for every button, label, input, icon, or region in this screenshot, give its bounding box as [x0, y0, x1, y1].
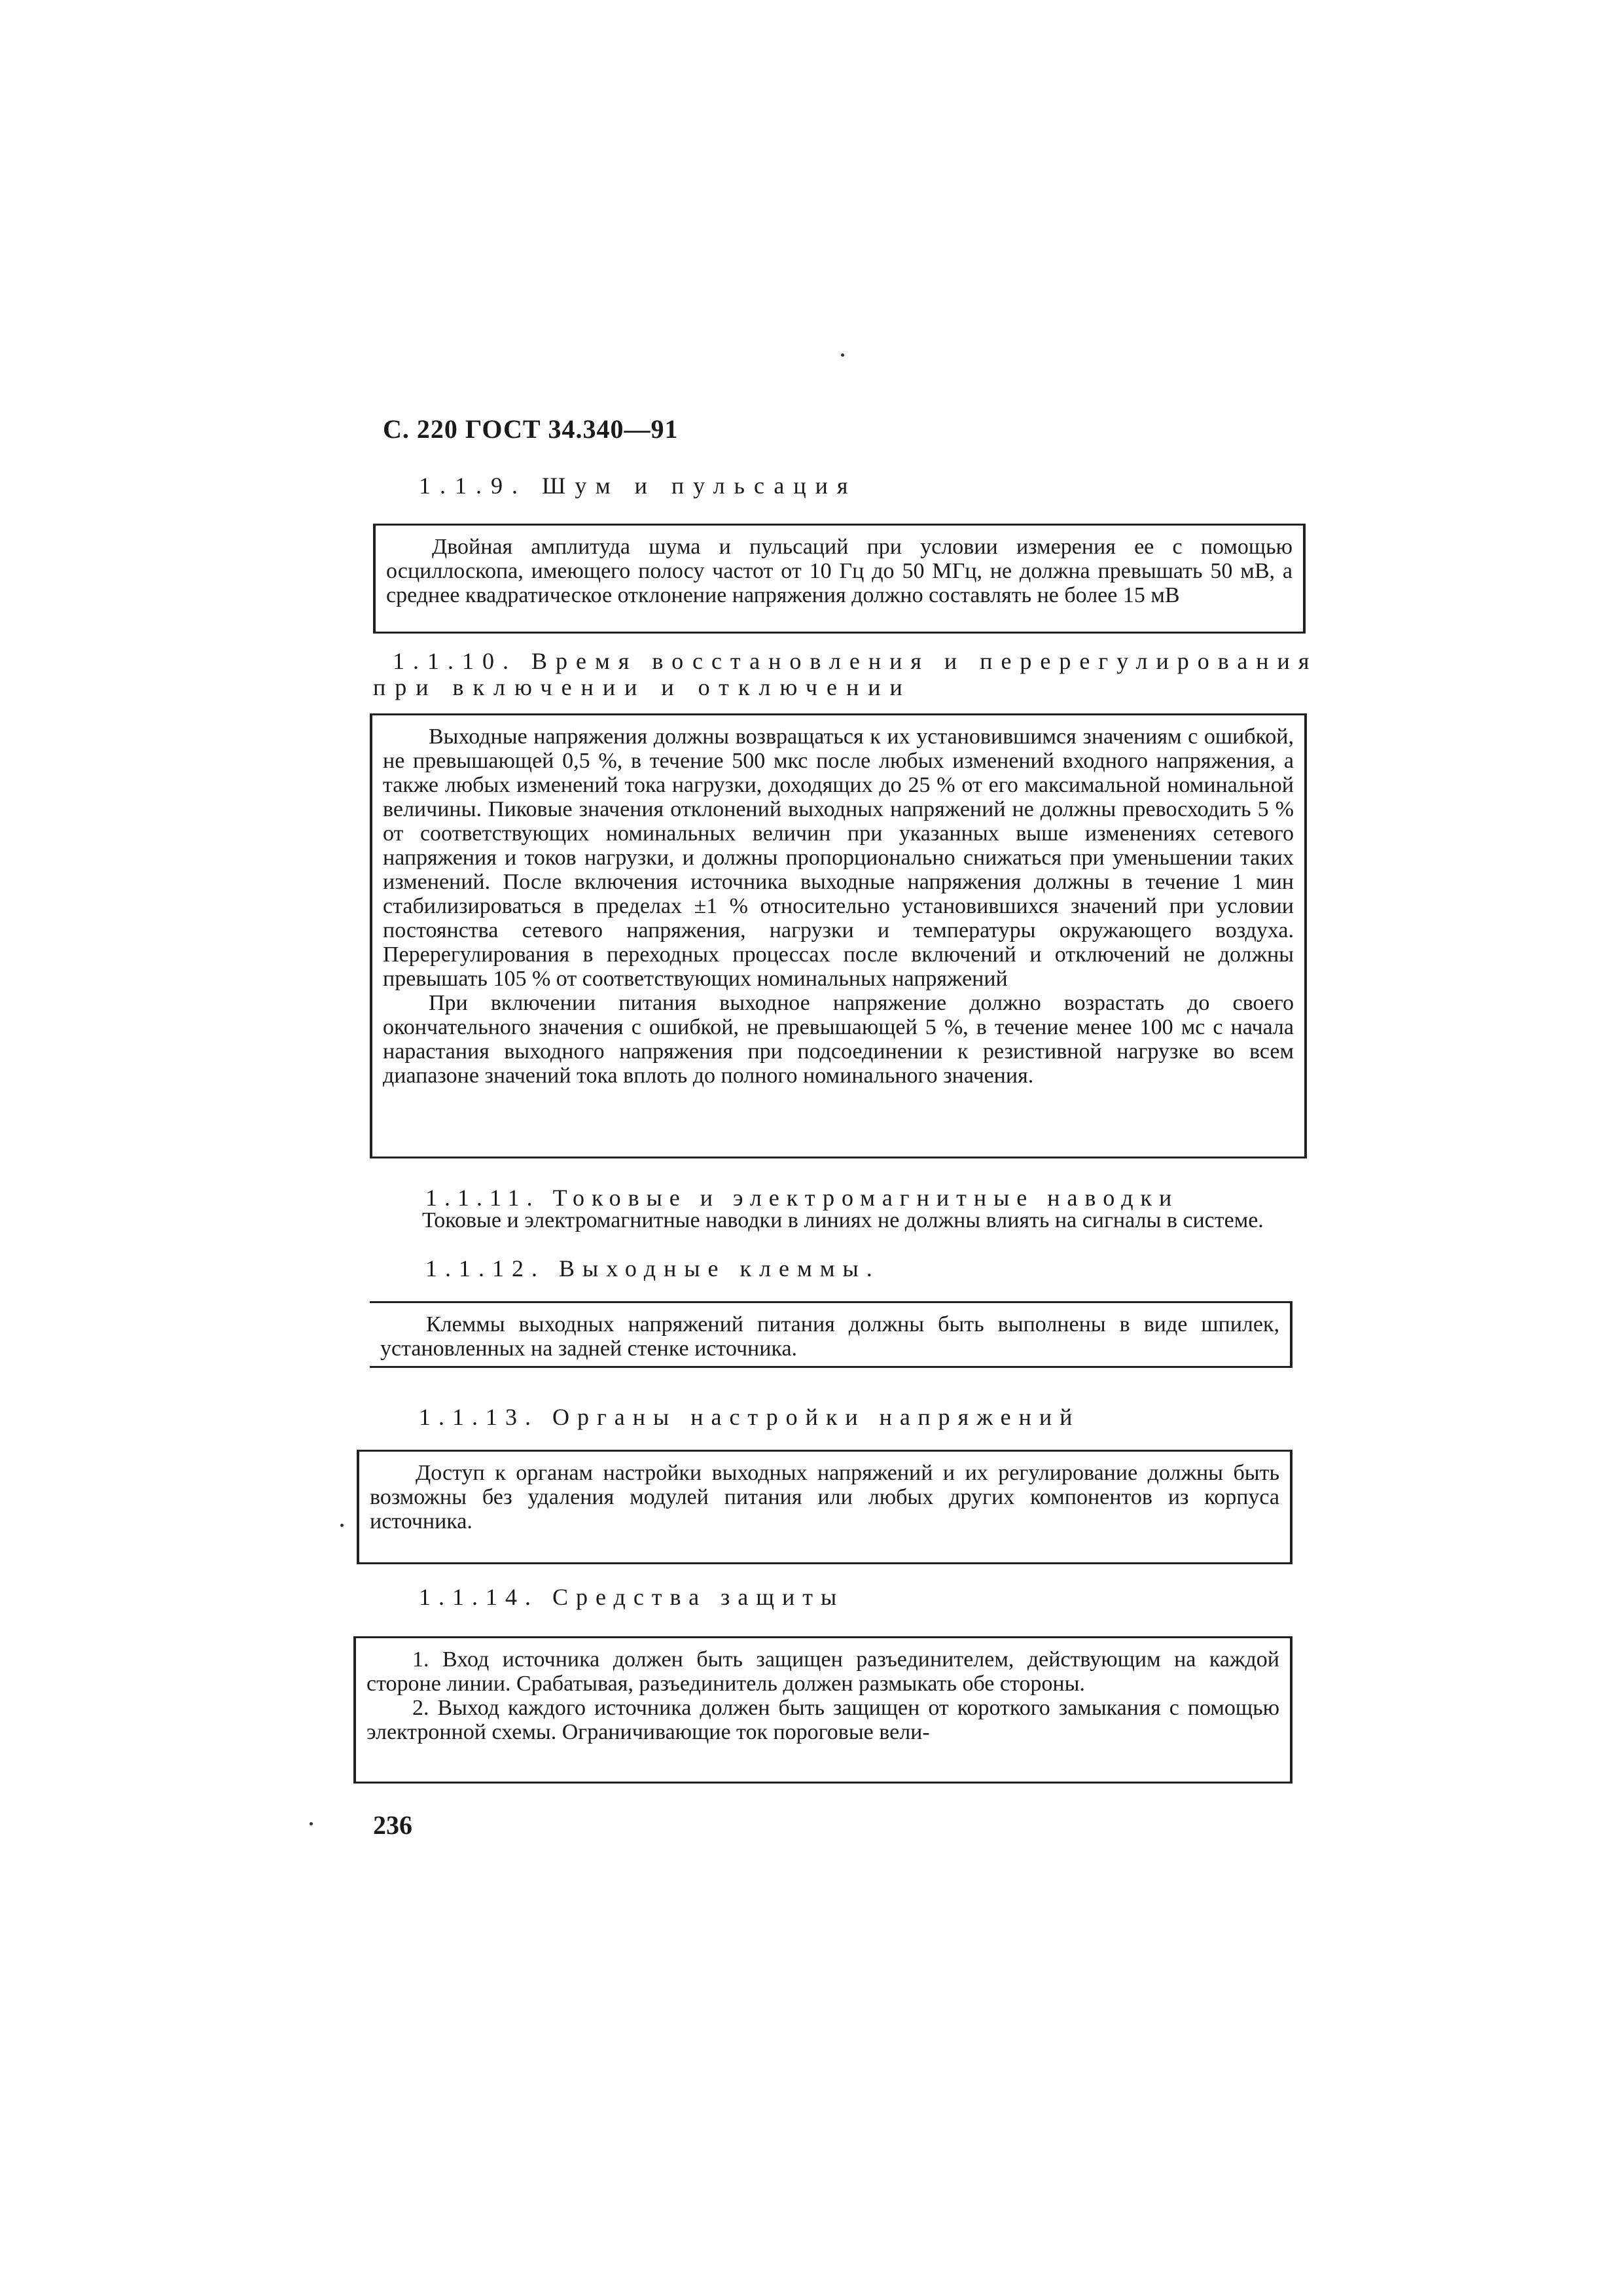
- paragraph: Двойная амплитуда шума и пульсаций при условии измерения ее с помощью осциллоскопа, имеющего полосу частот от 10 Гц до 50 МГц, не должна превышать 50 мВ, а среднее квадратическое отклонение напряжения должно составлять не более 15 мВ: [386, 535, 1293, 607]
- scan-speck: [310, 1822, 313, 1825]
- section-box-1-1-13: [357, 1450, 1293, 1564]
- section-title-1-1-11: 1.1.11. Токовые и электромагнитные наводки: [425, 1185, 1179, 1211]
- paragraph: 2. Выход каждого источника должен быть защищен от короткого замыкания с помощью электронной схемы. Ограничивающие ток пороговые вели-: [366, 1696, 1279, 1744]
- page-number: 236: [373, 1810, 412, 1840]
- page-header: С. 220 ГОСТ 34.340—91: [383, 414, 679, 444]
- section-title-1-1-10-line1: 1.1.10. Время восстановления и перерегулирования: [393, 648, 1318, 674]
- scan-speck: [340, 1524, 344, 1527]
- paragraph: Выходные напряжения должны возвращаться к их установившимся значениям с ошибкой, не превышающей 0,5 %, в течение 500 мкс после любых изменений входного напряжения, а также любых изменений тока нагрузки, доходящих до 25 % от его максимальной номинальной величины. Пиковые значения отклонений выходных напряжений не должны превосходить 5 % от соответствующих номинальных величин при указанных выше изменениях сетевого напряжения и токов нагрузки, и должны пропорционально снижаться при уменьшении таких изменений. После включения источника выходные напряжения должны в течение 1 мин стабилизироваться в пределах ±1 % относительно установившихся значений при условии постоянства сетевого напряжения, нагрузки и температуры окружающего воздуха. Перерегулирования в переходных процессах после включений и отключений не должны превышать 105 % от соответствующих номинальных напряжений: [383, 725, 1294, 991]
- paragraph: При включении питания выходное напряжение должно возрастать до своего окончательного значения с ошибкой, не превышающей 5 %, в течение менее 100 мс с начала нарастания выходного напряжения при подсоединении к резистивной нагрузке во всем диапазоне значений тока вплоть до полного номинального значения.: [383, 991, 1294, 1088]
- section-box-1-1-14: [353, 1636, 1293, 1784]
- scan-speck: [841, 353, 844, 357]
- section-title-1-1-10-line2: при включении и отключении: [373, 674, 912, 700]
- section-box-1-1-10: [370, 713, 1307, 1158]
- section-box-1-1-12: [370, 1301, 1293, 1368]
- section-title-1-1-9: 1.1.9. Шум и пульсация: [419, 473, 857, 499]
- paragraph: Доступ к органам настройки выходных напряжений и их регулирование должны быть возможны без удаления модулей питания или любых других компонентов из корпуса источника.: [370, 1461, 1279, 1534]
- paragraph: Клеммы выходных напряжений питания должны быть выполнены в виде шпилек, установленных на задней стенке источника.: [380, 1312, 1279, 1361]
- section-title-1-1-14: 1.1.14. Средства защиты: [419, 1584, 845, 1610]
- paragraph: 1. Вход источника должен быть защищен разъединителем, действующим на каждой стороне линии. Срабатывая, разъединитель должен размыкать обе стороны.: [366, 1647, 1279, 1696]
- section-body-1-1-11: [376, 1208, 1306, 1232]
- section-box-1-1-9: [373, 524, 1306, 634]
- section-title-1-1-13: 1.1.13. Органы настройки напряжений: [419, 1404, 1080, 1430]
- section-title-1-1-12: 1.1.12. Выходные клеммы.: [425, 1255, 880, 1282]
- paragraph: Токовые и электромагнитные наводки в линиях не должны влиять на сигналы в системе.: [422, 1208, 1264, 1232]
